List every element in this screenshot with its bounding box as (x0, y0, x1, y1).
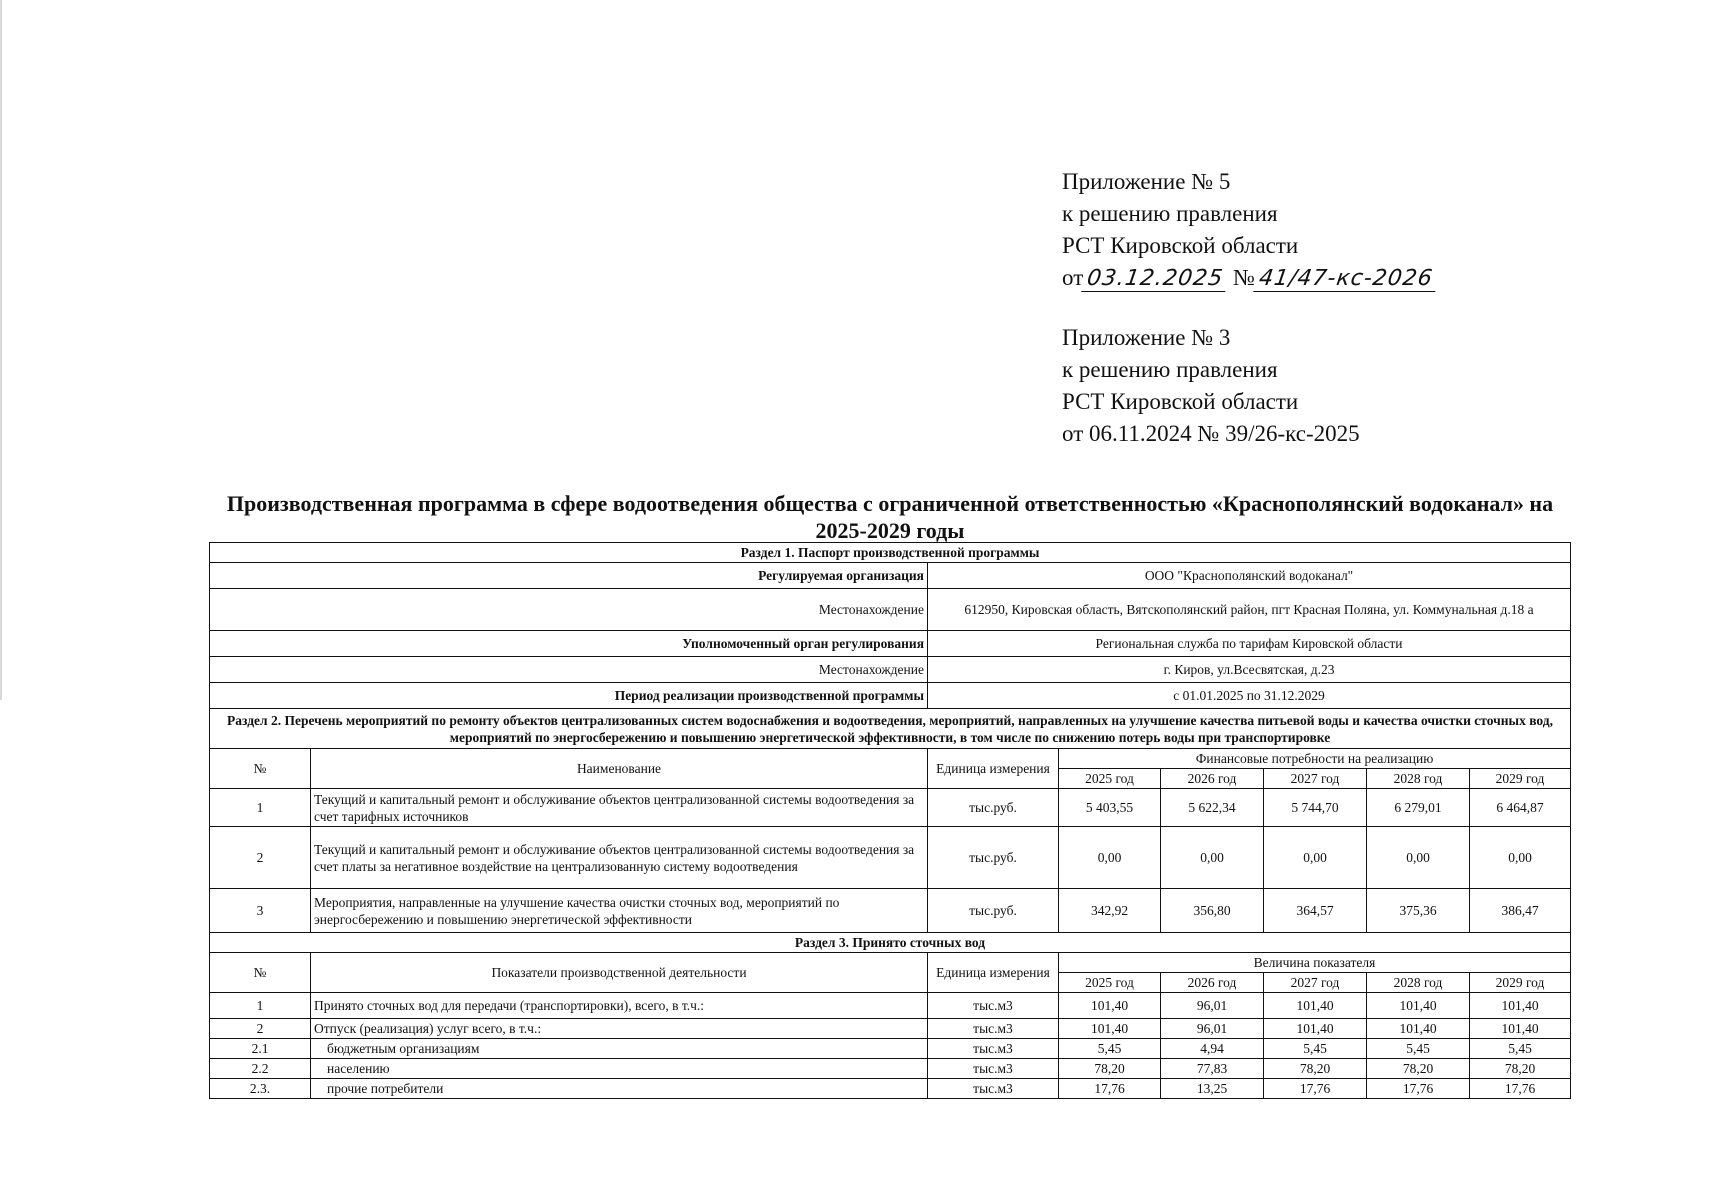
cell-value: 17,76 (1367, 1079, 1470, 1099)
table-row (210, 657, 1571, 683)
date-prefix: от (1062, 265, 1084, 290)
table-row (210, 993, 1571, 1019)
row-name: бюджетным организациям (311, 1039, 928, 1059)
table-header-row (210, 749, 1571, 769)
cell-value: 342,92 (1059, 889, 1161, 933)
passport-value: с 01.01.2025 по 31.12.2029 (928, 683, 1571, 709)
row-unit: тыс.м3 (928, 1039, 1059, 1059)
table-row (210, 631, 1571, 657)
section-heading: Раздел 2. Перечень мероприятий по ремонту объектов централизованных систем водоснабжения и водоотведения, мероприятий, направленных на улучшение качества питьевой воды и качества очистки сточных вод, мероприятий по энергосбережению и повышению энергетической эффективности, в том числе по снижению потерь воды при транспортировке (210, 709, 1571, 749)
cell-value: 5 744,70 (1264, 789, 1367, 827)
cell-value: 101,40 (1367, 1019, 1470, 1039)
cell-value: 78,20 (1264, 1059, 1367, 1079)
column-header-name: Показатели производственной деятельности (311, 953, 928, 993)
cell-value: 356,80 (1161, 889, 1264, 933)
table-row (210, 827, 1571, 889)
appendix-authority: РСТ Кировской области (1062, 233, 1299, 258)
row-number: 3 (210, 889, 311, 933)
table-row (210, 1079, 1571, 1099)
table-row (210, 589, 1571, 631)
row-unit: тыс.м3 (928, 1059, 1059, 1079)
cell-value: 13,25 (1161, 1079, 1264, 1099)
column-header-group: Величина показателя (1059, 953, 1571, 973)
cell-value: 17,76 (1470, 1079, 1571, 1099)
cell-value: 6 464,87 (1470, 789, 1571, 827)
column-header-year: 2026 год (1161, 973, 1264, 993)
cell-value: 5 403,55 (1059, 789, 1161, 827)
column-header-name: Наименование (311, 749, 928, 789)
section2-heading-row (210, 709, 1571, 749)
cell-value: 101,40 (1470, 993, 1571, 1019)
section3-heading-row (210, 933, 1571, 953)
handwritten-date: 03.12.2025 (1081, 267, 1228, 292)
appendix-block-previous (1062, 322, 1360, 450)
cell-value: 96,01 (1161, 993, 1264, 1019)
column-header-group: Финансовые потребности на реализацию (1059, 749, 1571, 769)
section1-heading-row (210, 543, 1571, 563)
table-header-row (210, 953, 1571, 973)
table-row (210, 563, 1571, 589)
cell-value: 5,45 (1470, 1039, 1571, 1059)
passport-label: Период реализации производственной программы (210, 683, 928, 709)
passport-value: 612950, Кировская область, Вятскополянский район, пгт Красная Поляна, ул. Коммунальная д.18 а (928, 589, 1571, 631)
appendix-authority: РСТ Кировской области (1062, 389, 1299, 414)
row-name: Текущий и капитальный ремонт и обслуживание объектов централизованной системы водоотведения за счет тарифных источников (311, 789, 928, 827)
cell-value: 0,00 (1161, 827, 1264, 889)
row-unit: тыс.м3 (928, 1019, 1059, 1039)
cell-value: 78,20 (1470, 1059, 1571, 1079)
cell-value: 101,40 (1264, 1019, 1367, 1039)
passport-label: Местонахождение (210, 657, 928, 683)
production-program-table (209, 542, 1571, 1099)
column-header-year: 2026 год (1161, 769, 1264, 789)
row-number: 2.3. (210, 1079, 311, 1099)
row-name: Текущий и капитальный ремонт и обслуживание объектов централизованной системы водоотведения за счет платы за негативное воздействие на централизованную систему водоотведения (311, 827, 928, 889)
column-header-unit: Единица измерения (928, 953, 1059, 993)
cell-value: 101,40 (1367, 993, 1470, 1019)
handwritten-number: 41/47-кс-2026 (1253, 267, 1438, 292)
cell-value: 0,00 (1367, 827, 1470, 889)
row-name: Отпуск (реализация) услуг всего, в т.ч.: (311, 1019, 928, 1039)
cell-value: 5,45 (1264, 1039, 1367, 1059)
column-header-year: 2025 год (1059, 769, 1161, 789)
number-prefix: № (1232, 265, 1255, 290)
appendix-decision: к решению правления (1062, 201, 1278, 226)
table-row (210, 683, 1571, 709)
column-header-year: 2028 год (1367, 769, 1470, 789)
row-name: населению (311, 1059, 928, 1079)
row-unit: тыс.руб. (928, 827, 1059, 889)
row-number: 1 (210, 789, 311, 827)
row-number: 1 (210, 993, 311, 1019)
table-row (210, 789, 1571, 827)
passport-value: г. Киров, ул.Всесвятская, д.23 (928, 657, 1571, 683)
row-name: Мероприятия, направленные на улучшение качества очистки сточных вод, мероприятий по энергосбережению и повышению энергетической эффективности (311, 889, 928, 933)
cell-value: 0,00 (1059, 827, 1161, 889)
column-header-year: 2029 год (1470, 973, 1571, 993)
cell-value: 101,40 (1264, 993, 1367, 1019)
cell-value: 96,01 (1161, 1019, 1264, 1039)
row-name: прочие потребители (311, 1079, 928, 1099)
cell-value: 4,94 (1161, 1039, 1264, 1059)
cell-value: 0,00 (1264, 827, 1367, 889)
column-header-year: 2027 год (1264, 973, 1367, 993)
column-header-number: № (210, 749, 311, 789)
cell-value: 101,40 (1470, 1019, 1571, 1039)
row-number: 2.1 (210, 1039, 311, 1059)
row-name: Принято сточных вод для передачи (транспортировки), всего, в т.ч.: (311, 993, 928, 1019)
cell-value: 0,00 (1470, 827, 1571, 889)
table-row (210, 1039, 1571, 1059)
scan-edge (0, 0, 2, 700)
section-heading: Раздел 1. Паспорт производственной программы (210, 543, 1571, 563)
cell-value: 5 622,34 (1161, 789, 1264, 827)
cell-value: 101,40 (1059, 993, 1161, 1019)
column-header-unit: Единица измерения (928, 749, 1059, 789)
cell-value: 6 279,01 (1367, 789, 1470, 827)
column-header-number: № (210, 953, 311, 993)
passport-value: Региональная служба по тарифам Кировской области (928, 631, 1571, 657)
appendix-decision: к решению правления (1062, 357, 1278, 382)
appendix-date-number: от 06.11.2024 № 39/26-кс-2025 (1062, 421, 1360, 446)
section-heading: Раздел 3. Принято сточных вод (210, 933, 1571, 953)
column-header-year: 2028 год (1367, 973, 1470, 993)
document-title: Производственная программа в сфере водоотведения общества с ограниченной ответственностью «Краснополянский водоканал» на 2025-2029 годы (226, 491, 1554, 543)
passport-label: Местонахождение (210, 589, 928, 631)
cell-value: 375,36 (1367, 889, 1470, 933)
row-number: 2 (210, 1019, 311, 1039)
appendix-block-current (1062, 166, 1437, 294)
table-row (210, 1059, 1571, 1079)
table-row (210, 1019, 1571, 1039)
cell-value: 78,20 (1367, 1059, 1470, 1079)
cell-value: 78,20 (1059, 1059, 1161, 1079)
cell-value: 17,76 (1264, 1079, 1367, 1099)
row-unit: тыс.м3 (928, 993, 1059, 1019)
cell-value: 364,57 (1264, 889, 1367, 933)
cell-value: 77,83 (1161, 1059, 1264, 1079)
passport-value: ООО "Краснополянский водоканал" (928, 563, 1571, 589)
column-header-year: 2029 год (1470, 769, 1571, 789)
row-unit: тыс.руб. (928, 889, 1059, 933)
column-header-year: 2025 год (1059, 973, 1161, 993)
table-row (210, 889, 1571, 933)
row-unit: тыс.руб. (928, 789, 1059, 827)
passport-label: Регулируемая организация (210, 563, 928, 589)
appendix-title: Приложение № 5 (1062, 169, 1231, 194)
row-number: 2.2 (210, 1059, 311, 1079)
row-number: 2 (210, 827, 311, 889)
cell-value: 5,45 (1059, 1039, 1161, 1059)
column-header-year: 2027 год (1264, 769, 1367, 789)
cell-value: 17,76 (1059, 1079, 1161, 1099)
cell-value: 386,47 (1470, 889, 1571, 933)
cell-value: 101,40 (1059, 1019, 1161, 1039)
appendix-date-line (1062, 262, 1437, 294)
passport-label: Уполномоченный орган регулирования (210, 631, 928, 657)
cell-value: 5,45 (1367, 1039, 1470, 1059)
row-unit: тыс.м3 (928, 1079, 1059, 1099)
appendix-title: Приложение № 3 (1062, 325, 1231, 350)
